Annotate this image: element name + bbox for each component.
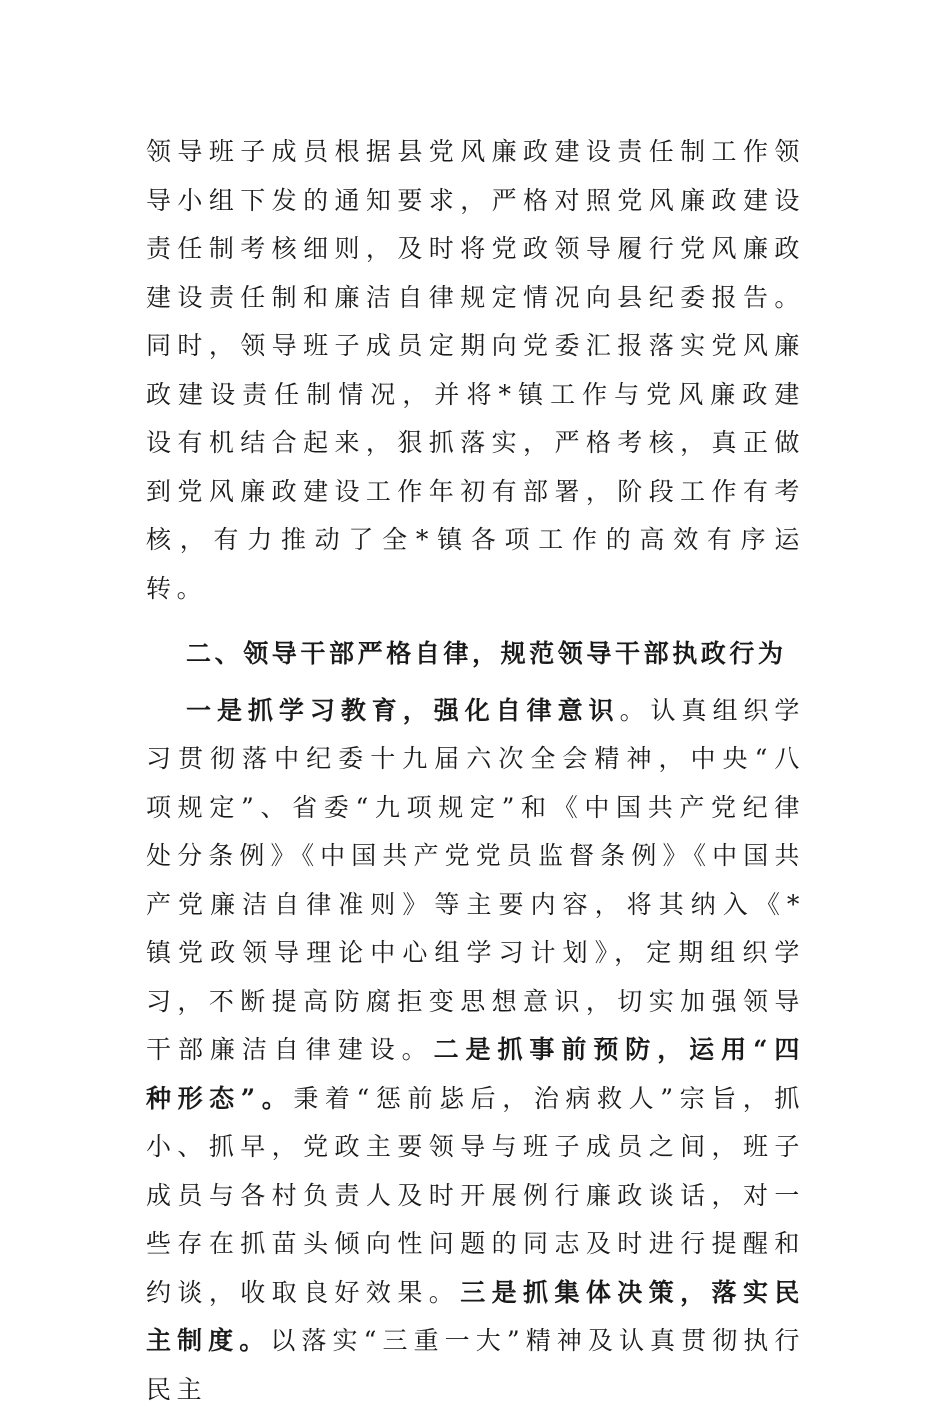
body-paragraph-2 xyxy=(146,687,805,1414)
point-2-text: 秉着“惩前毖后，治病救人”宗旨，抓小、抓早，党政主要领导与班子成员之间，班子成员与各村负责人及时开展例行廉政谈话，对一些存在抓苗头倾向性问题的同志及时进行提醒和约谈，收取良好效果。 xyxy=(146,1084,805,1307)
section-heading-2: 二、领导干部严格自律，规范领导干部执政行为 xyxy=(146,630,805,679)
point-1-text: 。认真组织学习贯彻落中纪委十九届六次全会精神，中央“八项规定”、省委“九项规定”和《中国共产党纪律处分条例》《中国共产党党员监督条例》《中国共产党廉洁自律准则》等主要内容，将其纳入《*镇党政领导理论中心组学习计划》，定期组织学习，不断提高防腐拒变思想意识，切实加强领导干部廉洁自律建设。 xyxy=(146,696,805,1065)
bold-point-3: 三是抓集体决策，落实民主制度。 xyxy=(146,1278,805,1356)
bold-point-2: 二是抓事前预防，运用“四种形态”。 xyxy=(146,1035,805,1113)
document-page xyxy=(146,128,805,1414)
bold-point-1: 一是抓学习教育，强化自律意识 xyxy=(186,696,620,725)
body-paragraph-1: 领导班子成员根据县党风廉政建设责任制工作领导小组下发的通知要求，严格对照党风廉政建设责任制考核细则，及时将党政领导履行党风廉政建设责任制和廉洁自律规定情况向县纪委报告。同时，领导班子成员定期向党委汇报落实党风廉政建设责任制情况，并将*镇工作与党风廉政建设有机结合起来，狠抓落实，严格考核，真正做到党风廉政建设工作年初有部署，阶段工作有考核，有力推动了全*镇各项工作的高效有序运转。 xyxy=(146,128,805,613)
point-3-text: 以落实“三重一大”精神及认真贯彻执行民主 xyxy=(146,1326,805,1404)
